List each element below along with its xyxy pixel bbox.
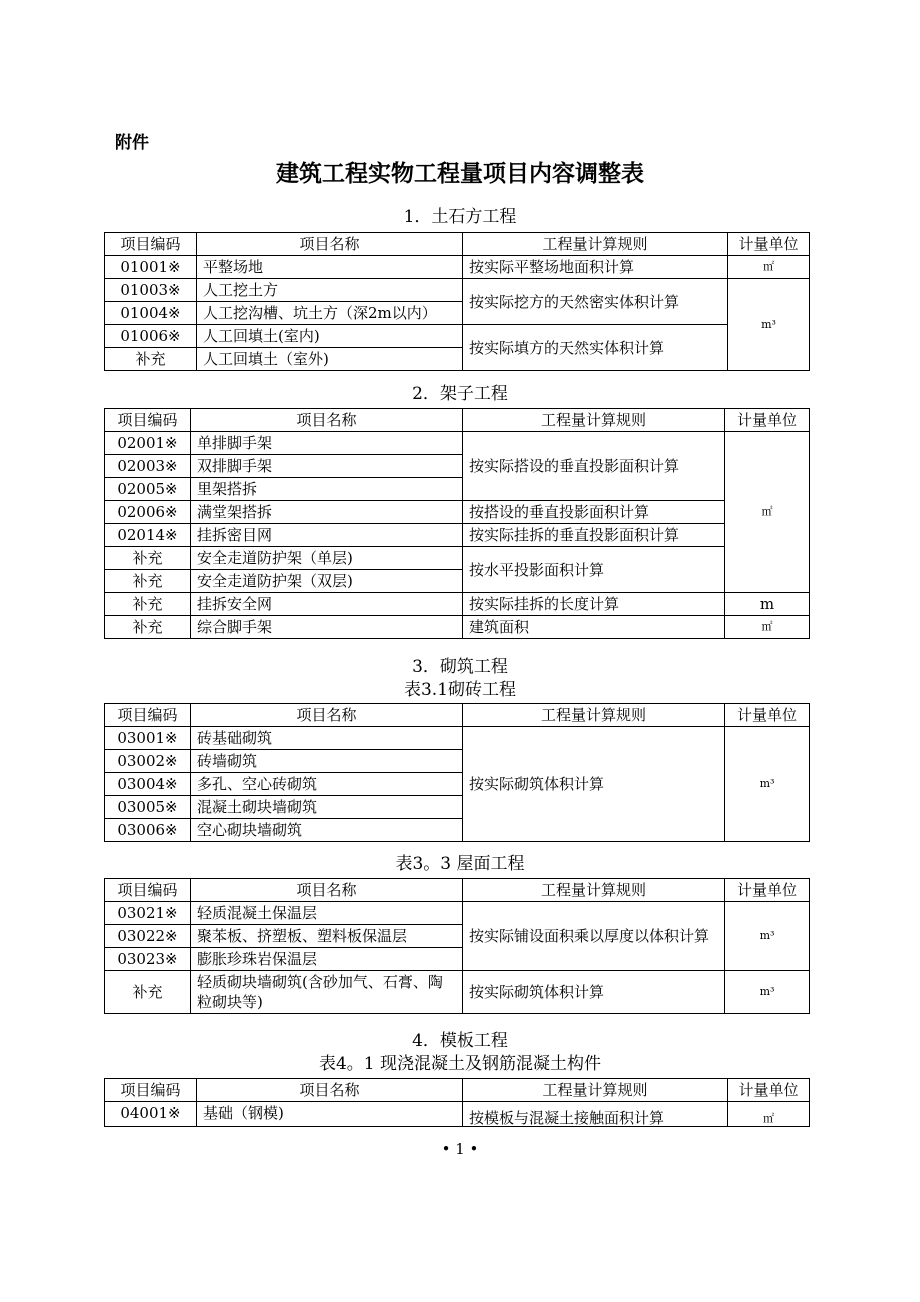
masonry-table [104,703,810,842]
item-code: 03021※ [105,902,191,925]
item-name: 砖墙砌筑 [191,750,463,773]
item-name: 人工挖土方 [197,279,463,302]
item-name: 挂拆密目网 [191,524,463,547]
item-unit: m³ [725,727,810,842]
header-code: 项目编码 [105,879,191,902]
item-name: 平整场地 [197,256,463,279]
subsection-heading: 表4。1 现浇混凝土及钢筋混凝土构件 [318,1054,602,1074]
subsection-heading: 表3。3 屋面工程 [395,854,525,874]
item-name: 多孔、空心砖砌筑 [191,773,463,796]
section-heading: 4．模板工程 [412,1031,508,1051]
header-name: 项目名称 [191,704,463,727]
item-code: 补充 [105,971,191,1014]
header-unit: 计量单位 [728,233,810,256]
item-code: 补充 [105,547,191,570]
item-name: 混凝土砌块墙砌筑 [191,796,463,819]
item-code: 补充 [105,570,191,593]
item-name: 安全走道防护架（双层) [191,570,463,593]
item-name: 人工回填土(室内) [197,325,463,348]
item-rule: 建筑面积 [463,616,725,639]
item-name: 安全走道防护架（单层) [191,547,463,570]
item-name: 轻质混凝土保温层 [191,902,463,925]
item-name: 轻质砌块墙砌筑(含砂加气、石膏、陶粒砌块等) [191,971,463,1014]
item-unit: ㎡ [728,256,810,279]
table-row [105,524,810,547]
header-name: 项目名称 [191,879,463,902]
header-rule: 工程量计算规则 [463,1079,728,1102]
item-name: 膨胀珍珠岩保温层 [191,948,463,971]
item-code: 补充 [105,593,191,616]
item-unit: ㎡ [725,432,810,593]
page-number: • 1 • [441,1140,479,1158]
item-unit: m [725,593,810,616]
item-code: 01003※ [105,279,197,302]
header-code: 项目编码 [105,409,191,432]
item-rule: 按实际搭设的垂直投影面积计算 [463,432,725,501]
item-rule: 按水平投影面积计算 [463,547,725,593]
item-rule: 按实际挂拆的长度计算 [463,593,725,616]
table-header-row [105,233,810,256]
item-rule: 按实际砌筑体积计算 [463,971,725,1014]
formwork-table [104,1078,810,1127]
item-name: 砖基础砌筑 [191,727,463,750]
item-unit: ㎡ [728,1102,810,1127]
header-rule: 工程量计算规则 [463,879,725,902]
item-code: 03006※ [105,819,191,842]
header-code: 项目编码 [105,233,197,256]
table-row [105,593,810,616]
item-rule: 按实际填方的天然实体积计算 [463,325,728,371]
header-unit: 计量单位 [725,704,810,727]
header-unit: 计量单位 [725,409,810,432]
table-row [105,902,810,925]
item-code: 03002※ [105,750,191,773]
header-rule: 工程量计算规则 [463,409,725,432]
item-code: 03023※ [105,948,191,971]
table-row [105,256,810,279]
table-header-row [105,409,810,432]
item-rule: 按搭设的垂直投影面积计算 [463,501,725,524]
item-name: 基础（钢模) [197,1102,463,1127]
attachment-label: 附件 [115,133,149,153]
header-name: 项目名称 [191,409,463,432]
item-code: 03001※ [105,727,191,750]
item-code: 04001※ [105,1102,197,1127]
table-header-row [105,879,810,902]
item-name: 单排脚手架 [191,432,463,455]
table-row [105,547,810,570]
item-code: 02001※ [105,432,191,455]
item-name: 挂拆安全网 [191,593,463,616]
item-unit: m³ [725,971,810,1014]
header-rule: 工程量计算规则 [463,704,725,727]
item-unit: m³ [728,279,810,371]
item-code: 02006※ [105,501,191,524]
item-code: 补充 [105,348,197,371]
subsection-heading: 表3.1砌砖工程 [403,680,517,700]
item-code: 01004※ [105,302,197,325]
item-code: 01006※ [105,325,197,348]
header-name: 项目名称 [197,233,463,256]
earthwork-table [104,232,810,371]
item-name: 聚苯板、挤塑板、塑料板保温层 [191,925,463,948]
item-rule: 按实际铺设面积乘以厚度以体积计算 [463,902,725,971]
section-heading: 3．砌筑工程 [412,657,508,677]
table-row [105,1102,810,1127]
table-header-row [105,1079,810,1102]
item-unit: ㎡ [725,616,810,639]
header-unit: 计量单位 [725,879,810,902]
table-row [105,501,810,524]
header-unit: 计量单位 [728,1079,810,1102]
item-code: 03005※ [105,796,191,819]
item-code: 补充 [105,616,191,639]
item-name: 满堂架搭拆 [191,501,463,524]
item-code: 01001※ [105,256,197,279]
item-name: 人工挖沟槽、坑土方（深2m以内） [197,302,463,325]
item-rule: 按模板与混凝土接触面积计算 [463,1102,728,1127]
item-rule: 按实际挂拆的垂直投影面积计算 [463,524,725,547]
table-row [105,616,810,639]
item-code: 03004※ [105,773,191,796]
item-name: 人工回填土（室外) [197,348,463,371]
item-unit: m³ [725,902,810,971]
item-name: 里架搭拆 [191,478,463,501]
table-row [105,325,810,348]
item-rule: 按实际挖方的天然密实体积计算 [463,279,728,325]
item-name: 空心砌块墙砌筑 [191,819,463,842]
table-row [105,279,810,302]
item-code: 02014※ [105,524,191,547]
table-row [105,432,810,455]
item-rule: 按实际砌筑体积计算 [463,727,725,842]
item-name: 综合脚手架 [191,616,463,639]
table-row [105,971,810,1014]
section-heading: 1．土石方工程 [403,207,517,227]
table-header-row [105,704,810,727]
header-code: 项目编码 [105,704,191,727]
scaffolding-table [104,408,810,639]
page-title: 建筑工程实物工程量项目内容调整表 [276,161,644,187]
item-code: 02005※ [105,478,191,501]
item-code: 03022※ [105,925,191,948]
roofing-table [104,878,810,1014]
table-row [105,727,810,750]
item-code: 02003※ [105,455,191,478]
header-code: 项目编码 [105,1079,197,1102]
header-name: 项目名称 [197,1079,463,1102]
section-heading: 2．架子工程 [412,384,508,404]
item-rule: 按实际平整场地面积计算 [463,256,728,279]
header-rule: 工程量计算规则 [463,233,728,256]
item-name: 双排脚手架 [191,455,463,478]
